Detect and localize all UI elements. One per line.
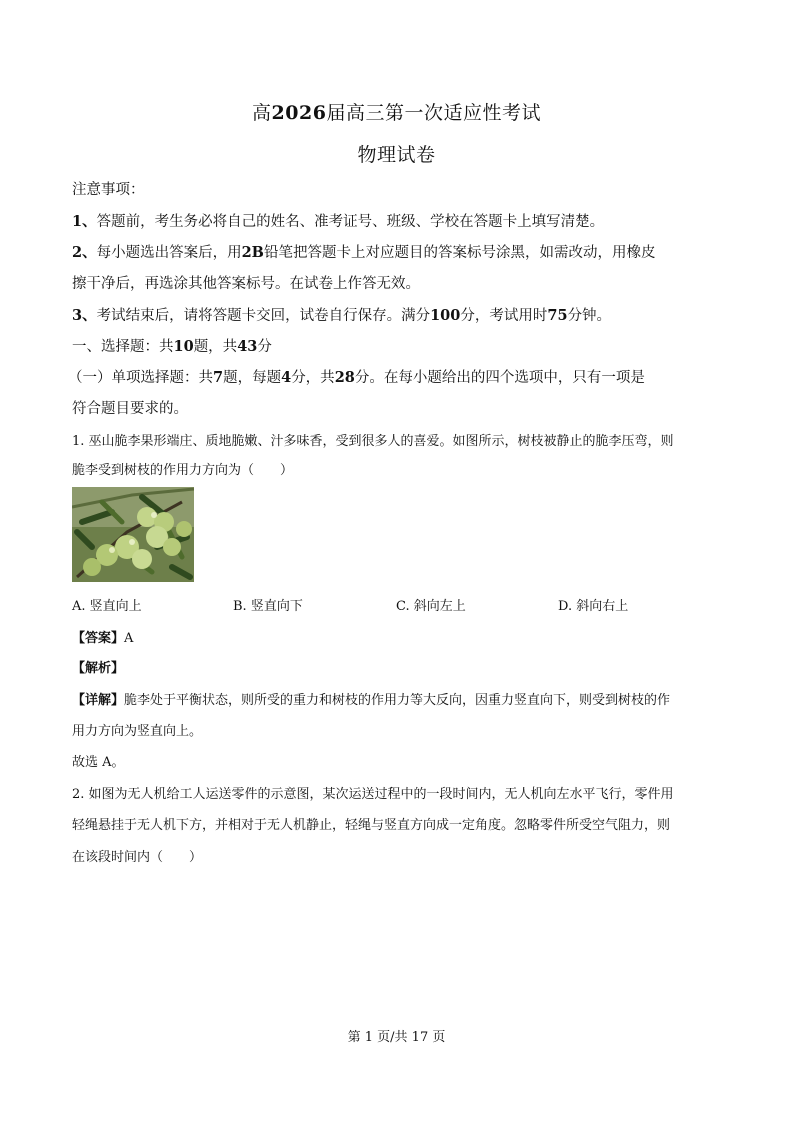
plum-photo [72,487,194,582]
question-1-line1: 1. 巫山脆李果形端庄、质地脆嫩、汁多味香，受到很多人的喜爱。如图所示，树枝被静止的脆李压弯，则 [72,434,674,449]
note-item-3 [72,304,728,325]
answer-label: 【答案】 [72,631,125,646]
detail-line1 [72,689,728,708]
question-2-line1: 2. 如图为无人机给工人运送零件的示意图，某次运送过程中的一段时间内，无人机向左水平飞行，零件用 [72,787,674,802]
subsection-per-score: 4 [281,369,292,386]
option-b[interactable]: B. 竖直向下 [233,599,303,614]
detail-label: 【详解】 [72,693,125,708]
note-item-3-text-c: 分，考试用时 [460,308,548,324]
answer-line [72,627,728,646]
note-item-3-score: 100 [430,307,461,324]
title-year: 2026 [271,102,327,124]
option-d[interactable]: D. 斜向右上 [558,599,629,614]
notes-heading: 注意事项： [72,182,145,198]
page-number: 第 1 页/共 17 页 [347,1030,446,1045]
note-item-2-number: 2、 [72,244,97,261]
exam-title [0,98,793,125]
section-heading [72,335,728,356]
subsection-text-a: （一）单项选择题：共 [68,370,213,386]
title-prefix: 高 [252,102,272,124]
note-item-3-text-a: 考试结束后，请将答题卡交回，试卷自行保存。满分 [96,308,431,324]
subsection-text-g: 分。在每小题给出的四个选项中，只有一项是 [354,370,645,386]
note-item-2-pencil: 2B [241,244,264,261]
subsection-text-e: 分，共 [291,370,335,386]
analysis-label [72,657,728,676]
question-2-line3: 在该段时间内（ ） [72,850,203,865]
note-item-3-number: 3、 [72,307,97,324]
detail-line2: 用力方向为竖直向上。 [72,724,203,739]
analysis-label-text: 【解析】 [72,661,125,676]
subsection-count: 7 [213,369,224,386]
detail-text-1: 脆李处于平衡状态，则所受的重力和树枝的作用力等大反向，因重力竖直向下，则受到树枝的作 [124,693,671,708]
subsection-total: 28 [334,369,355,386]
option-a[interactable]: A. 竖直向上 [72,599,142,614]
note-item-2-text-a: 每小题选出答案后，用 [96,245,242,261]
note-item-1-number: 1、 [72,213,97,230]
option-c[interactable]: C. 斜向左上 [396,599,466,614]
section-text-a: 一、选择题：共 [72,339,174,355]
section-score: 43 [237,338,258,355]
note-item-2-line2: 擦干净后，再选涂其他答案标号。在试卷上作答无效。 [72,276,420,292]
subsection-text-c: 题，每题 [223,370,282,386]
section-text-e: 分 [257,339,272,355]
section-text-c: 题，共 [193,339,238,355]
answer-value: A [124,631,134,646]
note-item-3-minutes: 75 [547,307,568,324]
note-item-3-text-e: 分钟。 [567,308,612,324]
subsection-heading-line2: 符合题目要求的。 [72,401,188,417]
note-item-2-text-c: 铅笔把答题卡上对应题目的答案标号涂黑，如需改动，用橡皮 [263,245,656,261]
question-1-line2: 脆李受到树枝的作用力方向为（ ） [72,463,294,478]
title-suffix: 届高三第一次适应性考试 [326,102,541,124]
note-item-1-text: 答题前，考生务必将自己的姓名、准考证号、班级、学校在答题卡上填写清楚。 [96,214,605,230]
note-item-2 [72,241,728,262]
subsection-heading [68,366,724,387]
note-item-1 [72,210,728,231]
question-2-line2: 轻绳悬挂于无人机下方，并相对于无人机静止，轻绳与竖直方向成一定角度。忽略零件所受空气阻力，则 [72,818,671,833]
exam-subtitle: 物理试卷 [357,144,436,166]
conclusion: 故选 A。 [72,755,125,770]
plum-illustration [72,487,194,582]
section-count: 10 [173,338,194,355]
